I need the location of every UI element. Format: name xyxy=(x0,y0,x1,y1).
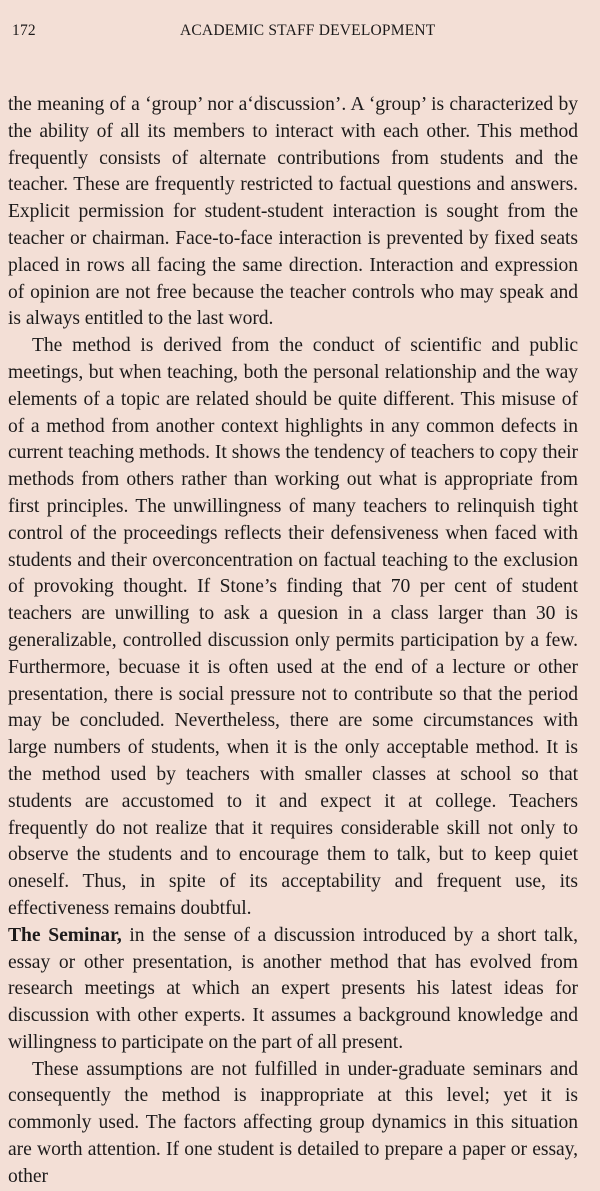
seminar-heading: The Seminar, xyxy=(8,924,122,946)
running-title: ACADEMIC STAFF DEVELOPMENT xyxy=(180,22,436,39)
body-text xyxy=(8,92,578,1191)
paragraph-assumptions: These assumptions are not fulfilled in under-graduate seminars and consequently the method is inappropriate at this level; yet it is commonly used. The factors affecting group dynamics in this situation are worth attention. If one student is detailed to prepare a paper or essay, other xyxy=(8,1058,578,1187)
paragraph-group-definition: the meaning of a ‘group’ nor a‘discussion’. A ‘group’ is characterized by the ability of all its members to interact with each other. This method frequently consists of alternate contributions from students and the teacher. These are frequently restricted to factual questions and answers. Explicit permission for student-student interaction is sought from the teacher or chairman. Face-to-face interaction is prevented by fixed seats placed in rows all facing the same direction. Interaction and expression of opinion are not free because the teacher controls who may speak and is always entitled to the last word. xyxy=(8,94,578,330)
paragraph-method-origin: The method is derived from the conduct of scientific and public meetings, but when teaching, both the personal relationship and the way elements of a topic are related should be quite different. This misuse of of a method from another context highlights in any common defects in current teaching methods. It shows the tendency of teachers to copy their methods from others rather than working out what is appropriate from first principles. The unwillingness of many teachers to relinquish tight control of the proceedings reflects their defensiveness when faced with students and their overconcentration on factual teaching to the exclusion of provoking thought. If Stone’s finding that 70 per cent of student teachers are unwilling to ask a quesion in a class larger than 30 is generalizable, controlled discussion only permits participation by a few. Furthermore, becuase it is often used at the end of a lecture or other presentation, there is social pressure not to contribute so that the period may be concluded. Nevertheless, there are some circumstances with large numbers of students, when it is the only acceptable method. It is the method used by teachers with smaller classes at school so that students are accustomed to it and expect it at college. Teachers frequently do not realize that it requires considerable skill not only to observe the students and to encourage them to talk, but to keep quiet oneself. Thus, in spite of its acceptability and frequent use, its effectiveness remains doubtful. xyxy=(8,335,578,919)
running-head xyxy=(8,22,578,62)
seminar-body: in the sense of a discussion introduced by a short talk, essay or other presentation, is another method that has evolved from research meetings at which an expert presents his latest ideas for discussion with other experts. It assumes a background knowledge and willingness to participate on the part of all present. xyxy=(8,924,578,1053)
paragraph-seminar xyxy=(8,923,578,1057)
page-number: 172 xyxy=(12,22,36,39)
